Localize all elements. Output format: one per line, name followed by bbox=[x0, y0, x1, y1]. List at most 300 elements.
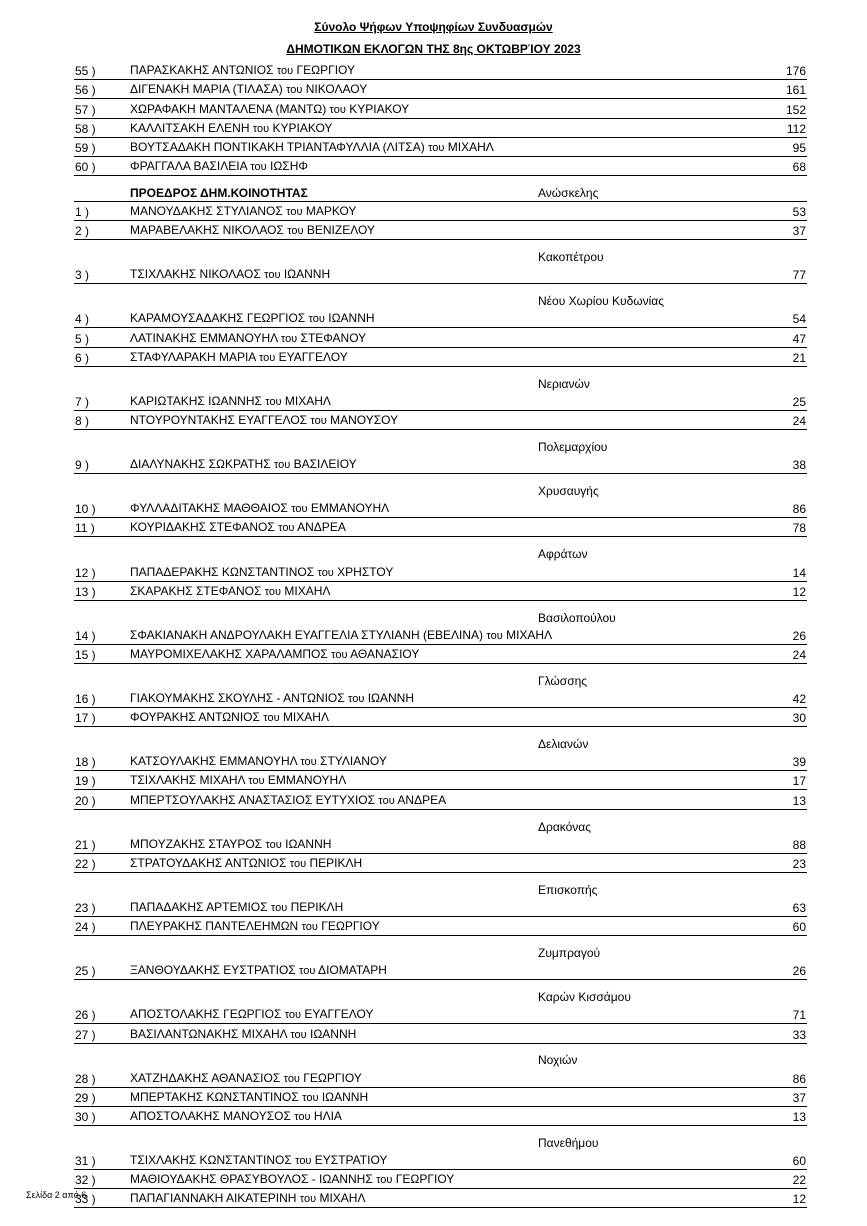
candidate-number: 28 ) bbox=[75, 1071, 96, 1086]
father-prefix: του bbox=[294, 1111, 311, 1123]
community-header bbox=[74, 474, 807, 499]
father-name: ΙΩΑΝΝΗ bbox=[321, 1089, 369, 1104]
candidate-surname: ΑΠΟΣΤΟΛΑΚΗΣ ΜΑΝΟΥΣΟΣ bbox=[130, 1109, 291, 1123]
father-name: ΕΥΣΤΡΑΤΙΟΥ bbox=[314, 1153, 388, 1168]
vote-count: 54 bbox=[792, 312, 806, 327]
table-row bbox=[74, 854, 807, 873]
community-name: Νεριανών bbox=[538, 376, 590, 391]
father-name: ΜΙΧΑΗΛ bbox=[282, 710, 329, 725]
candidate-name bbox=[130, 62, 355, 79]
father-prefix: του bbox=[331, 648, 348, 661]
father-prefix: του bbox=[287, 225, 304, 238]
community-name: Πολεμαρχίου bbox=[538, 439, 608, 454]
community-name: Επισκοπής bbox=[538, 882, 598, 897]
candidate-number: 33 ) bbox=[75, 1192, 96, 1207]
father-prefix: του bbox=[300, 756, 317, 769]
community-header bbox=[74, 537, 807, 562]
father-prefix: του bbox=[299, 965, 316, 978]
candidate-surname: ΜΑΥΡΟΜΙΧΕΛΑΚΗΣ ΧΑΡΑΛΑΜΠΟΣ bbox=[130, 646, 328, 661]
candidate-number: 6 ) bbox=[75, 350, 90, 365]
vote-count: 26 bbox=[792, 964, 806, 979]
candidate-surname: ΒΑΣΙΛΑΝΤΩΝΑΚΗΣ ΜΙΧΑΗΛ bbox=[130, 1026, 287, 1041]
community-header bbox=[74, 367, 807, 392]
candidate-number: 26 ) bbox=[75, 1008, 96, 1023]
father-prefix: του bbox=[265, 838, 282, 851]
candidate-name bbox=[130, 962, 387, 979]
table-row bbox=[74, 1088, 807, 1107]
table-row bbox=[74, 455, 807, 474]
vote-count: 78 bbox=[792, 521, 806, 536]
candidate-number: 4 ) bbox=[75, 312, 90, 327]
candidate-name bbox=[130, 709, 329, 726]
candidate-name bbox=[130, 753, 387, 770]
vote-count: 33 bbox=[792, 1027, 806, 1042]
community-header bbox=[74, 601, 807, 626]
candidate-surname: ΜΠΟΥΖΑΚΗΣ ΣΤΑΥΡΟΣ bbox=[130, 836, 263, 851]
community-header bbox=[74, 980, 807, 1005]
vote-count: 176 bbox=[785, 64, 806, 79]
candidate-surname: ΝΤΟΥΡΟΥΝΤΑΚΗΣ ΕΥΑΓΓΕΛΟΣ bbox=[130, 413, 308, 428]
community-header bbox=[74, 936, 807, 961]
father-prefix: του bbox=[284, 1009, 302, 1022]
candidate-surname: ΚΑΛΛΙΤΣΑΚΗ ΕΛΕΝΗ bbox=[130, 120, 250, 135]
table-row bbox=[74, 411, 807, 430]
candidate-number: 9 ) bbox=[75, 458, 90, 473]
father-name: ΑΝΔΡΕΑ bbox=[397, 792, 447, 807]
vote-count: 68 bbox=[792, 160, 806, 175]
candidate-number: 23 ) bbox=[75, 901, 96, 916]
candidate-number: 30 ) bbox=[75, 1110, 96, 1124]
vote-count: 47 bbox=[792, 331, 806, 346]
candidate-number: 60 ) bbox=[75, 160, 96, 175]
father-name: ΧΡΗΣΤΟΥ bbox=[337, 564, 394, 579]
table-row bbox=[74, 1151, 807, 1170]
candidate-number: 18 ) bbox=[75, 755, 96, 770]
father-prefix: του bbox=[264, 269, 281, 282]
candidate-name bbox=[130, 266, 330, 283]
father-name: ΕΜΜΑΝΟΥΗΛ bbox=[310, 501, 390, 516]
community-header bbox=[74, 727, 807, 752]
father-name: ΜΑΡΚΟΥ bbox=[305, 204, 357, 219]
candidate-number: 24 ) bbox=[75, 920, 96, 935]
candidate-name bbox=[130, 855, 362, 872]
father-name: ΜΑΝΟΥΣΟΥ bbox=[330, 413, 399, 428]
candidate-surname: ΞΑΝΘΟΥΔΑΚΗΣ ΕΥΣΤΡΑΤΙΟΣ bbox=[130, 963, 296, 978]
candidate-surname: ΑΠΟΣΤΟΛΑΚΗΣ ΓΕΩΡΓΙΟΣ bbox=[130, 1007, 282, 1022]
vote-count: 88 bbox=[792, 837, 806, 852]
page-title: Σύνολο Ψήφων Υποψηφίων Συνδυασμών bbox=[314, 20, 553, 34]
table-row bbox=[74, 499, 807, 518]
candidate-surname: ΧΑΤΖΗΔΑΚΗΣ ΑΘΑΝΑΣΙΟΣ bbox=[130, 1070, 281, 1085]
candidate-number: 2 ) bbox=[75, 224, 90, 239]
candidate-name bbox=[130, 310, 375, 327]
community-name: Βασιλοπούλου bbox=[538, 610, 616, 625]
candidate-name bbox=[130, 690, 414, 707]
vote-count: 152 bbox=[785, 102, 806, 117]
vote-count: 26 bbox=[792, 628, 806, 643]
candidate-surname: ΤΣΙΧΛΑΚΗΣ ΝΙΚΟΛΑΟΣ bbox=[130, 267, 261, 282]
candidate-surname: ΠΑΠΑΓΙΑΝΝΑΚΗ ΑΙΚΑΤΕΡΙΝΗ bbox=[130, 1191, 297, 1206]
table-row bbox=[74, 626, 807, 645]
candidate-number: 3 ) bbox=[75, 268, 90, 283]
candidate-surname: ΔΙΑΛΥΝΑΚΗΣ ΣΩΚΡΑΤΗΣ bbox=[130, 457, 271, 472]
vote-count: 77 bbox=[792, 268, 806, 283]
candidate-surname: ΦΡΑΓΓΑΛΑ ΒΑΣΙΛΕΙΑ bbox=[130, 159, 247, 174]
candidate-name bbox=[130, 158, 308, 175]
candidate-number: 25 ) bbox=[75, 964, 96, 979]
candidate-surname: ΚΑΡΙΩΤΑΚΗΣ ΙΩΑΝΝΗΣ bbox=[130, 393, 262, 408]
father-prefix: του bbox=[310, 415, 327, 428]
candidate-number: 57 ) bbox=[75, 102, 96, 117]
table-row bbox=[74, 265, 807, 284]
father-prefix: του bbox=[486, 629, 503, 642]
father-name: ΓΕΩΡΓΙΟΥ bbox=[395, 1172, 455, 1187]
vote-count: 22 bbox=[792, 1173, 806, 1188]
community-name: Καρών Κισσάμου bbox=[538, 990, 631, 1005]
father-prefix: του bbox=[290, 1028, 307, 1041]
father-prefix: του bbox=[308, 313, 325, 326]
candidate-number: 17 ) bbox=[75, 711, 96, 726]
vote-count: 23 bbox=[792, 856, 806, 871]
vote-count: 42 bbox=[792, 692, 806, 707]
candidate-surname: ΓΙΑΚΟΥΜΑΚΗΣ ΣΚΟΥΛΗΣ - ΑΝΤΩΝΙΟΣ bbox=[130, 691, 345, 706]
vote-count: 12 bbox=[792, 584, 806, 599]
table-row bbox=[74, 898, 807, 917]
community-header bbox=[74, 1126, 807, 1151]
section-gap bbox=[74, 176, 807, 184]
vote-count: 25 bbox=[792, 394, 806, 409]
candidate-name bbox=[130, 1152, 387, 1169]
community-name: Ανώσκελης bbox=[538, 185, 599, 200]
father-prefix: του bbox=[301, 921, 318, 934]
candidate-number: 27 ) bbox=[75, 1027, 96, 1042]
candidate-name bbox=[130, 412, 398, 429]
father-prefix: του bbox=[248, 775, 265, 788]
table-row bbox=[74, 790, 807, 809]
vote-count: 37 bbox=[792, 1090, 806, 1105]
vote-count: 14 bbox=[792, 565, 806, 580]
table-row bbox=[74, 309, 807, 328]
candidate-surname: ΚΑΤΣΟΥΛΑΚΗΣ ΕΜΜΑΝΟΥΗΛ bbox=[130, 754, 298, 769]
candidate-name bbox=[130, 1089, 368, 1106]
vote-count: 17 bbox=[792, 774, 806, 789]
candidate-number: 8 ) bbox=[75, 414, 90, 429]
page-number: Σελίδα 2 από 6 bbox=[26, 1190, 87, 1200]
candidate-surname: ΔΙΓΕΝΑΚΗ ΜΑΡΙΑ (ΤΙΛΑΣΑ) bbox=[130, 82, 283, 97]
father-name: ΗΛΙΑ bbox=[313, 1109, 342, 1123]
table-row bbox=[74, 1170, 807, 1189]
table-row bbox=[74, 61, 807, 80]
candidate-surname: ΒΟΥΤΣΑΔΑΚΗ ΠΟΝΤΙΚΑΚΗ ΤΡΙΑΝΤΑΦΥΛΛΙΑ (ΛΙΤΣΑ) bbox=[130, 139, 425, 154]
candidate-surname: ΣΚΑΡΑΚΗΣ ΣΤΕΦΑΝΟΣ bbox=[130, 583, 262, 598]
table-row bbox=[74, 1024, 807, 1043]
vote-count: 21 bbox=[792, 350, 806, 365]
community-header bbox=[74, 664, 807, 689]
candidate-name bbox=[130, 1171, 454, 1188]
community-name: Δελιανών bbox=[538, 737, 589, 752]
candidate-name bbox=[130, 899, 343, 916]
father-prefix: του bbox=[317, 566, 334, 579]
table-row bbox=[74, 689, 807, 708]
candidate-surname: ΤΣΙΧΛΑΚΗΣ ΜΙΧΑΗΛ bbox=[130, 773, 245, 788]
table-row bbox=[74, 771, 807, 790]
vote-count: 60 bbox=[792, 920, 806, 935]
father-name: ΙΩΑΝΝΗ bbox=[285, 836, 332, 851]
candidate-name bbox=[130, 1108, 342, 1125]
table-row bbox=[74, 119, 807, 138]
candidate-surname: ΜΠΕΡΤΑΚΗΣ ΚΩΝΣΤΑΝΤΙΝΟΣ bbox=[130, 1089, 299, 1104]
father-name: ΝΙΚΟΛΑΟΥ bbox=[305, 82, 368, 97]
father-name: ΕΥΑΓΓΕΛΟΥ bbox=[304, 1007, 374, 1022]
father-name: ΒΕΝΙΖΕΛΟΥ bbox=[306, 223, 375, 238]
table-row bbox=[74, 961, 807, 980]
table-row bbox=[74, 392, 807, 411]
father-prefix: του bbox=[376, 1174, 393, 1187]
community-name: Πανεθήμου bbox=[538, 1135, 599, 1150]
candidate-surname: ΜΠΕΡΤΣΟΥΛΑΚΗΣ ΑΝΑΣΤΑΣΙΟΣ ΕΥΤΥΧΙΟΣ bbox=[130, 792, 376, 807]
father-name: ΚΥΡΙΑΚΟΥ bbox=[349, 101, 410, 116]
candidate-number: 22 ) bbox=[75, 856, 96, 871]
vote-count: 86 bbox=[792, 1071, 806, 1086]
candidate-name bbox=[130, 1070, 362, 1087]
community-name: Χρυσαυγής bbox=[538, 484, 599, 499]
candidate-number: 1 ) bbox=[75, 205, 90, 220]
candidate-name bbox=[130, 101, 409, 118]
community-name: Γλώσσης bbox=[538, 673, 588, 688]
candidate-surname: ΣΤΡΑΤΟΥΔΑΚΗΣ ΑΝΤΩΝΙΟΣ bbox=[130, 855, 287, 870]
father-prefix: του bbox=[252, 122, 270, 135]
table-row bbox=[74, 202, 807, 221]
candidate-name bbox=[130, 918, 380, 935]
father-prefix: του bbox=[286, 206, 303, 219]
candidate-name bbox=[130, 203, 356, 220]
vote-count: 112 bbox=[786, 121, 806, 136]
vote-count: 24 bbox=[792, 414, 806, 429]
table-row bbox=[74, 348, 807, 367]
table-row bbox=[74, 645, 807, 664]
candidate-number: 7 ) bbox=[75, 394, 90, 409]
father-name: ΣΤΥΛΙΑΝΟΥ bbox=[320, 754, 387, 769]
candidate-name bbox=[130, 1026, 356, 1043]
page-subtitle: ΔΗΜΟΤΙΚΩΝ ΕΚΛΟΓΩΝ ΤΗΣ 8ης ΟΚΤΩΒΡΊΟΥ 2023 bbox=[286, 42, 581, 56]
candidate-name bbox=[130, 564, 393, 581]
table-row bbox=[74, 917, 807, 936]
candidate-number: 11 ) bbox=[75, 521, 95, 536]
vote-count: 60 bbox=[792, 1154, 806, 1169]
vote-count: 161 bbox=[785, 83, 806, 98]
candidate-number: 15 ) bbox=[75, 647, 96, 662]
table-row bbox=[74, 518, 807, 537]
community-header bbox=[74, 810, 807, 835]
table-row bbox=[74, 562, 807, 581]
candidate-name bbox=[130, 519, 346, 536]
father-name: ΓΕΩΡΓΙΟΥ bbox=[303, 1070, 362, 1085]
candidate-number: 56 ) bbox=[75, 83, 96, 98]
candidate-name bbox=[130, 81, 367, 98]
father-prefix: του bbox=[299, 1193, 317, 1206]
vote-count: 13 bbox=[792, 1110, 806, 1124]
father-name: ΒΑΣΙΛΕΙΟΥ bbox=[293, 457, 357, 472]
father-name: ΜΙΧΑΗΛ bbox=[284, 583, 331, 598]
candidate-name bbox=[130, 627, 552, 644]
vote-count: 24 bbox=[792, 647, 806, 662]
father-name: ΔΙΟΜΑΤΑΡΗ bbox=[318, 963, 387, 978]
candidate-surname: ΣΦΑΚΙΑΝΑΚΗ ΑΝΔΡΟΥΛΑΚΗ ΕΥΑΓΓΕΛΙΑ ΣΤΥΛΙΑΝΗ (ΕΒΕΛΙΝΑ) bbox=[130, 627, 484, 642]
community-header bbox=[74, 240, 807, 265]
community-name: Αφράτων bbox=[538, 547, 588, 562]
candidate-surname: ΠΑΠΑΔΕΡΑΚΗΣ ΚΩΝΣΤΑΝΤΙΝΟΣ bbox=[130, 564, 315, 579]
vote-count: 53 bbox=[792, 205, 806, 220]
community-header bbox=[74, 430, 807, 455]
candidate-name bbox=[130, 222, 375, 239]
father-prefix: του bbox=[258, 351, 276, 364]
candidate-name bbox=[130, 646, 419, 663]
results-table bbox=[74, 61, 807, 1208]
vote-count: 30 bbox=[792, 711, 806, 726]
father-prefix: του bbox=[291, 503, 308, 516]
father-name: ΚΥΡΙΑΚΟΥ bbox=[272, 120, 333, 135]
vote-count: 86 bbox=[792, 502, 806, 517]
table-row bbox=[74, 138, 807, 157]
table-row bbox=[74, 708, 807, 727]
candidate-number: 10 ) bbox=[75, 502, 96, 517]
candidate-surname: ΧΩΡΑΦΑΚΗ ΜΑΝΤΑΛΕΝΑ (ΜΑΝΤΩ) bbox=[130, 101, 327, 116]
candidate-surname: ΚΑΡΑΜΟΥΣΑΔΑΚΗΣ ΓΕΩΡΓΙΟΣ bbox=[130, 311, 306, 326]
candidate-number: 5 ) bbox=[75, 331, 90, 346]
candidate-number: 32 ) bbox=[75, 1173, 96, 1188]
table-row bbox=[74, 1068, 807, 1087]
candidate-surname: ΜΑΝΟΥΔΑΚΗΣ ΣΤΥΛΙΑΝΟΣ bbox=[130, 204, 283, 219]
father-prefix: του bbox=[278, 522, 295, 535]
father-name: ΣΤΕΦΑΝΟΥ bbox=[300, 330, 367, 345]
father-prefix: του bbox=[329, 103, 346, 116]
candidate-number: 20 ) bbox=[75, 793, 96, 808]
community-name: Νοχιών bbox=[538, 1053, 578, 1068]
candidate-name bbox=[130, 120, 332, 137]
candidate-number: 14 ) bbox=[75, 628, 96, 643]
father-prefix: του bbox=[428, 141, 445, 154]
father-name: ΙΩΑΝΝΗ bbox=[367, 691, 415, 706]
candidate-name bbox=[130, 349, 348, 366]
table-row bbox=[74, 582, 807, 601]
candidate-number: 13 ) bbox=[75, 584, 96, 599]
section-label: ΠΡΟΕΔΡΟΣ ΔΗΜ.ΚΟΙΝΟΤΗΤΑΣ bbox=[130, 185, 308, 200]
father-prefix: του bbox=[264, 585, 282, 598]
father-prefix: του bbox=[276, 65, 294, 78]
father-name: ΜΙΧΑΗΛ bbox=[506, 627, 553, 642]
father-name: ΑΝΔΡΕΑ bbox=[297, 520, 346, 535]
father-prefix: του bbox=[270, 902, 288, 915]
candidate-surname: ΠΛΕΥΡΑΚΗΣ ΠΑΝΤΕΛΕΗΜΩΝ bbox=[130, 919, 299, 934]
candidate-name bbox=[130, 583, 330, 600]
father-name: ΜΙΧΑΗΛ bbox=[319, 1191, 366, 1206]
candidate-name bbox=[130, 792, 446, 809]
candidate-surname: ΠΑΡΑΣΚΑΚΗΣ ΑΝΤΩΝΙΟΣ bbox=[130, 63, 274, 78]
father-prefix: του bbox=[302, 1091, 319, 1104]
vote-count: 38 bbox=[792, 458, 806, 473]
father-prefix: του bbox=[289, 857, 307, 870]
candidate-name bbox=[130, 139, 494, 156]
candidate-number: 59 ) bbox=[75, 140, 96, 155]
candidate-name bbox=[130, 1006, 373, 1023]
father-name: ΙΩΣΗΦ bbox=[269, 159, 308, 174]
father-name: ΓΕΩΡΓΙΟΥ bbox=[296, 63, 355, 78]
table-row bbox=[74, 328, 807, 347]
community-header bbox=[74, 873, 807, 898]
candidate-surname: ΣΤΑΦΥΛΑΡΑΚΗ ΜΑΡΙΑ bbox=[130, 349, 256, 364]
father-prefix: του bbox=[280, 332, 298, 345]
father-name: ΙΩΑΝΝΗ bbox=[310, 1026, 357, 1041]
father-name: ΕΥΑΓΓΕΛΟΥ bbox=[278, 349, 348, 364]
father-prefix: του bbox=[295, 1155, 312, 1168]
father-name: ΠΕΡΙΚΛΗ bbox=[290, 900, 344, 915]
table-row bbox=[74, 752, 807, 771]
candidate-surname: ΜΑΡΑΒΕΛΑΚΗΣ ΝΙΚΟΛΑΟΣ bbox=[130, 223, 284, 238]
table-row bbox=[74, 157, 807, 176]
candidate-name bbox=[130, 772, 346, 789]
candidate-surname: ΤΣΙΧΛΑΚΗΣ ΚΩΝΣΤΑΝΤΙΝΟΣ bbox=[130, 1153, 292, 1168]
candidate-name bbox=[130, 393, 331, 410]
candidate-surname: ΚΟΥΡΙΔΑΚΗΣ ΣΤΕΦΑΝΟΣ bbox=[130, 520, 275, 535]
candidate-name bbox=[130, 330, 366, 347]
candidate-number: 19 ) bbox=[75, 774, 96, 789]
father-name: ΙΩΑΝΝΗ bbox=[283, 267, 331, 282]
father-prefix: του bbox=[263, 712, 280, 725]
candidate-surname: ΦΥΛΛΑΔΙΤΑΚΗΣ ΜΑΘΘΑΙΟΣ bbox=[130, 501, 288, 516]
candidate-number: 16 ) bbox=[75, 692, 96, 707]
father-name: ΙΩΑΝΝΗ bbox=[328, 311, 375, 326]
community-header bbox=[74, 1044, 807, 1069]
father-name: ΜΙΧΑΗΛ bbox=[447, 139, 494, 154]
community-name: Δρακόνας bbox=[538, 819, 592, 834]
candidate-number: 12 ) bbox=[75, 565, 96, 580]
father-prefix: του bbox=[378, 794, 395, 807]
vote-count: 37 bbox=[792, 224, 806, 239]
candidate-number: 29 ) bbox=[75, 1090, 96, 1105]
table-row bbox=[74, 99, 807, 118]
father-prefix: του bbox=[265, 395, 282, 408]
father-prefix: του bbox=[273, 459, 291, 472]
candidate-number: 58 ) bbox=[75, 121, 96, 136]
candidate-name bbox=[130, 456, 357, 473]
candidate-name bbox=[130, 500, 389, 517]
table-row bbox=[74, 835, 807, 854]
candidate-surname: ΠΑΠΑΔΑΚΗΣ ΑΡΤΕΜΙΟΣ bbox=[130, 900, 268, 915]
candidate-surname: ΛΑΤΙΝΑΚΗΣ ΕΜΜΑΝΟΥΗΛ bbox=[130, 330, 278, 345]
father-prefix: του bbox=[348, 693, 365, 706]
candidate-surname: ΦΟΥΡΑΚΗΣ ΑΝΤΩΝΙΟΣ bbox=[130, 710, 260, 725]
candidate-name bbox=[130, 836, 331, 853]
candidate-number: 31 ) bbox=[75, 1154, 96, 1169]
table-row bbox=[74, 1189, 807, 1208]
community-name: Ζυμπραγού bbox=[538, 946, 601, 961]
father-prefix: του bbox=[286, 84, 303, 97]
father-prefix: του bbox=[283, 1072, 300, 1085]
vote-count: 95 bbox=[792, 140, 806, 155]
vote-count: 63 bbox=[792, 901, 806, 916]
vote-count: 12 bbox=[792, 1192, 806, 1207]
section-header bbox=[74, 185, 807, 202]
candidate-surname: ΜΑΘΙΟΥΔΑΚΗΣ ΘΡΑΣΥΒΟΥΛΟΣ - ΙΩΑΝΝΗΣ bbox=[130, 1172, 373, 1187]
father-prefix: του bbox=[250, 161, 267, 174]
father-name: ΜΙΧΑΗΛ bbox=[284, 393, 331, 408]
vote-count: 39 bbox=[792, 755, 806, 770]
vote-count: 13 bbox=[792, 793, 806, 808]
table-row bbox=[74, 80, 807, 99]
table-row bbox=[74, 221, 807, 240]
community-name: Νέου Χωρίου Κυδωνίας bbox=[538, 294, 665, 309]
father-name: ΑΘΑΝΑΣΙΟΥ bbox=[350, 646, 420, 661]
